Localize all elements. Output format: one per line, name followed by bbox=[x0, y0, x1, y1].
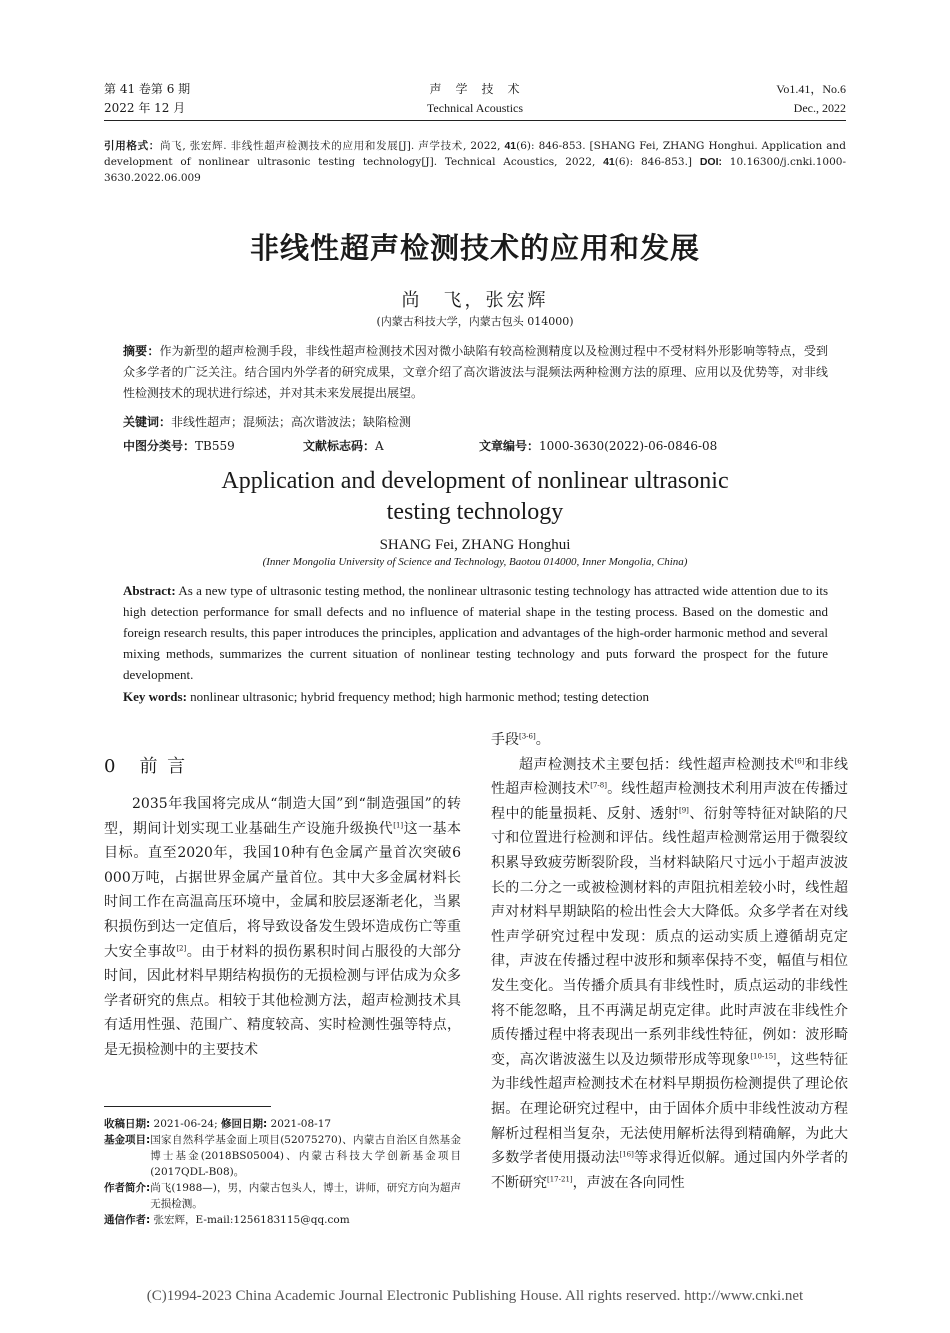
keywords-en-label: Key words: bbox=[123, 689, 187, 704]
citation-text-1: 尚飞, 张宏辉. 非线性超声检测技术的应用和发展[J]. 声学技术, 2022, bbox=[159, 140, 505, 152]
ref-link[interactable]: [9] bbox=[679, 806, 689, 815]
author-bio-text: 尚飞(1988—)，男，内蒙古包头人，博士，讲师，研究方向为超声无损检测。 bbox=[150, 1182, 461, 1210]
journal-volume-en: Vo1.41，No.6 bbox=[776, 82, 846, 96]
section-title: 前 言 bbox=[139, 756, 188, 777]
journal-name-en: Technical Acoustics bbox=[426, 101, 524, 115]
journal-volume: 第 41 卷第 6 期 bbox=[104, 82, 191, 96]
revised-date: 2021-08-17 bbox=[267, 1118, 332, 1130]
author-bio bbox=[104, 1180, 461, 1212]
ref-link[interactable]: [3-6] bbox=[519, 732, 536, 741]
abstract-en bbox=[123, 580, 828, 685]
body-text-4: 、衍射等特征对缺陷的尺寸和位置进行检测和评估。线性超声检测常运用于微裂纹积累导致疲劳断裂阶段，当材料缺陷尺寸远小于超声波波长的二分之一或被检测材料的声阻抗相差较小时，线性超声对材料早期缺陷的检出性会大大降低。众多学者在对线性声学研究过程中发现：质点的运动实质上遵循胡克定律，声波在传播过程中波形和频率保持不变，幅值与相位发生变化。当传播介质具有非线性时，质点运动的非线性将不能忽略，且不再满足胡克定律。此时声波在非线性介质传播过程中将表现出一系列非线性特征，例如：波形畸变，高次谐波滋生以及边频带形成等现象 bbox=[491, 805, 848, 1068]
affiliation-en: (Inner Mongolia University of Science and Technology, Baotou 014000, Inner Mongolia, China) bbox=[262, 556, 688, 568]
page-title-en bbox=[0, 466, 950, 528]
article-number bbox=[479, 436, 717, 456]
article-number-label: 文章编号： bbox=[479, 439, 540, 453]
keywords-en-text: nonlinear ultrasonic; hybrid frequency method; high harmonic method; testing detection bbox=[186, 689, 650, 704]
citation-text-2: (6): 846-853. [SHANG Fei, ZHANG Honghui. Application and development of nonlinear ultrasonic testing technology[J]. Technical Acoustics, 2022, bbox=[104, 140, 846, 168]
body-text-6: 等求得近似解。通过国内外学者的不断研究 bbox=[491, 1150, 848, 1191]
intro-paragraph-1 bbox=[104, 792, 461, 1063]
keywords-en bbox=[123, 686, 828, 707]
keywords-cn bbox=[123, 412, 828, 433]
abstract-en-text: As a new type of ultrasonic testing method, the nonlinear ultrasonic testing technology has attracted wide attention due to its high detection performance for small defects and no influence of material shape in the testing process. Based on the domestic and foreign research results, this paper introduces the principles, application and advantages of the high-order harmonic method and several mixing methods, summarizes the current situation of nonlinear testing technology and puts forward the prospect for the future development. bbox=[123, 583, 829, 682]
continuation-end: 。 bbox=[535, 732, 550, 748]
authors-en: SHANG Fei, ZHANG Honghui bbox=[379, 537, 571, 553]
clc-number bbox=[123, 436, 235, 456]
ref-link[interactable]: [10-15] bbox=[750, 1052, 776, 1061]
authors-cn: 尚 飞，张宏辉 bbox=[401, 290, 549, 311]
title-en-line-1: Application and development of nonlinear ultrasonic bbox=[221, 468, 729, 494]
intro-text-3: 。由于材料的损伤累积时间占服役的大部分时间，因此材料早期结构损伤的无损检测与评估成为众多学者研究的焦点。相较于其他检测方法，超声检测技术具有适用性强、范围广、精度较高、实时检测性强等特点，是无损检测中的主要技术 bbox=[104, 943, 462, 1058]
abstract-cn-label: 摘要： bbox=[123, 344, 160, 358]
section-heading bbox=[104, 752, 187, 778]
ref-link[interactable]: [2] bbox=[176, 943, 187, 952]
continuation-text: 手段 bbox=[491, 732, 519, 748]
classification-row bbox=[123, 436, 828, 456]
ref-link[interactable]: [7-8] bbox=[590, 781, 607, 790]
footnotes bbox=[104, 1116, 461, 1228]
right-column bbox=[491, 728, 848, 1195]
document-code-value: A bbox=[375, 439, 384, 453]
abstract-cn bbox=[123, 341, 828, 404]
journal-date-en: Dec., 2022 bbox=[793, 101, 846, 115]
footnote-rule bbox=[104, 1106, 271, 1107]
received-date: 2021-06-24; bbox=[150, 1118, 221, 1130]
section-number: 0 bbox=[104, 756, 118, 777]
abstract-en-label: Abstract: bbox=[123, 583, 176, 598]
clc-value: TB559 bbox=[195, 439, 235, 453]
ref-link[interactable]: [1] bbox=[393, 820, 404, 829]
intro-paragraph-2 bbox=[491, 753, 848, 1196]
citation-volume-2: 41 bbox=[603, 156, 615, 168]
clc-label: 中图分类号： bbox=[123, 439, 196, 453]
received-label: 收稿日期: bbox=[104, 1118, 151, 1130]
affiliation-cn: (内蒙古科技大学，内蒙古包头 014000) bbox=[376, 315, 574, 328]
revised-label: 修回日期: bbox=[220, 1118, 268, 1130]
body-text-7: ，声波在各向同性 bbox=[572, 1174, 685, 1191]
article-number-value: 1000-3630(2022)-06-0846-08 bbox=[539, 439, 718, 453]
funding-label: 基金项目: bbox=[104, 1134, 151, 1146]
left-column bbox=[104, 792, 461, 1063]
body-text-1: 超声检测技术主要包括：线性超声检测技术 bbox=[519, 756, 795, 773]
body-text-5: ，这些特征为非线性超声检测技术在材料早期损伤检测提供了理论依据。在理论研究过程中，由于固体介质中非线性波动方程解析过程相当复杂，无法使用解析法得到精确解，为此大多数学者使用摄动法 bbox=[491, 1051, 848, 1167]
author-bio-label: 作者简介: bbox=[104, 1182, 151, 1194]
intro-text-1: 2035年我国将完成从“制造大国”到“制造强国”的转型，期间计划实现工业基础生产设施升级换代 bbox=[104, 796, 461, 837]
keywords-cn-label: 关键词： bbox=[123, 415, 172, 429]
citation-text-3: (6): 846-853.] bbox=[614, 156, 700, 168]
intro-text-2: 这一基本目标。直至2020年，我国10种有色金属产量首次突破6 000万吨，占据世界金属产量首位。其中大多金属材料长时间工作在高温高压环境中，金属和胶层逐渐老化，当累积损伤到达一定值后，将导致设备发生毁坏造成伤亡等重大安全事故 bbox=[104, 820, 462, 960]
intro-continuation bbox=[491, 728, 848, 753]
corresponding-author bbox=[104, 1212, 461, 1228]
citation-label: 引用格式： bbox=[104, 140, 160, 152]
body-text-3: 。线性超声检测技术利用声波在传播过程中的能量损耗、反射、透射 bbox=[491, 781, 849, 822]
copyright-footer: (C)1994-2023 China Academic Journal Electronic Publishing House. All rights reserved. http://www.cnki.net bbox=[146, 1288, 804, 1304]
keywords-cn-text: 非线性超声；混频法；高次谐波法；缺陷检测 bbox=[171, 415, 412, 429]
journal-date: 2022 年 12 月 bbox=[104, 101, 186, 115]
abstract-cn-text: 作为新型的超声检测手段，非线性超声检测技术因对微小缺陷有较高检测精度以及检测过程中不受材料外形影响等特点，受到众多学者的广泛关注。结合国内外学者的研究成果，文章介绍了高次谐波法与混频法两种检测方法的原理、应用以及优势等，对非线性检测技术的现状进行综述，并对其未来发展提出展望。 bbox=[123, 344, 828, 400]
ref-link[interactable]: [6] bbox=[794, 756, 805, 765]
ref-link[interactable]: [17-21] bbox=[547, 1175, 573, 1184]
ref-link[interactable]: [16] bbox=[619, 1150, 634, 1159]
corresponding-author-label: 通信作者: bbox=[104, 1214, 151, 1226]
citation-volume-1: 41 bbox=[504, 140, 517, 152]
funding bbox=[104, 1132, 461, 1180]
header-rule bbox=[104, 120, 846, 121]
funding-text: 国家自然科学基金面上项目(52075270)、内蒙古自治区自然基金博士基金(2018BS05004)、内蒙古科技大学创新基金项目(2017QDL-B08)。 bbox=[150, 1134, 461, 1178]
citation bbox=[104, 138, 846, 186]
title-en-line-2: testing technology bbox=[386, 499, 564, 525]
doi-label: DOI: bbox=[699, 156, 722, 168]
corresponding-author-email[interactable]: 张宏辉，E-mail:1256183115@qq.com bbox=[150, 1214, 350, 1226]
journal-name-cn: 声 学 技 术 bbox=[429, 82, 521, 96]
document-code bbox=[303, 436, 384, 456]
document-code-label: 文献标志码： bbox=[303, 439, 376, 453]
doi-link[interactable]: 10.16300/j.cnki.1000-3630.2022.06.009 bbox=[104, 156, 846, 184]
received-dates bbox=[104, 1116, 461, 1132]
page-title-cn: 非线性超声检测技术的应用和发展 bbox=[249, 231, 700, 265]
body-text-2: 和非线性超声检测技术 bbox=[491, 756, 849, 798]
